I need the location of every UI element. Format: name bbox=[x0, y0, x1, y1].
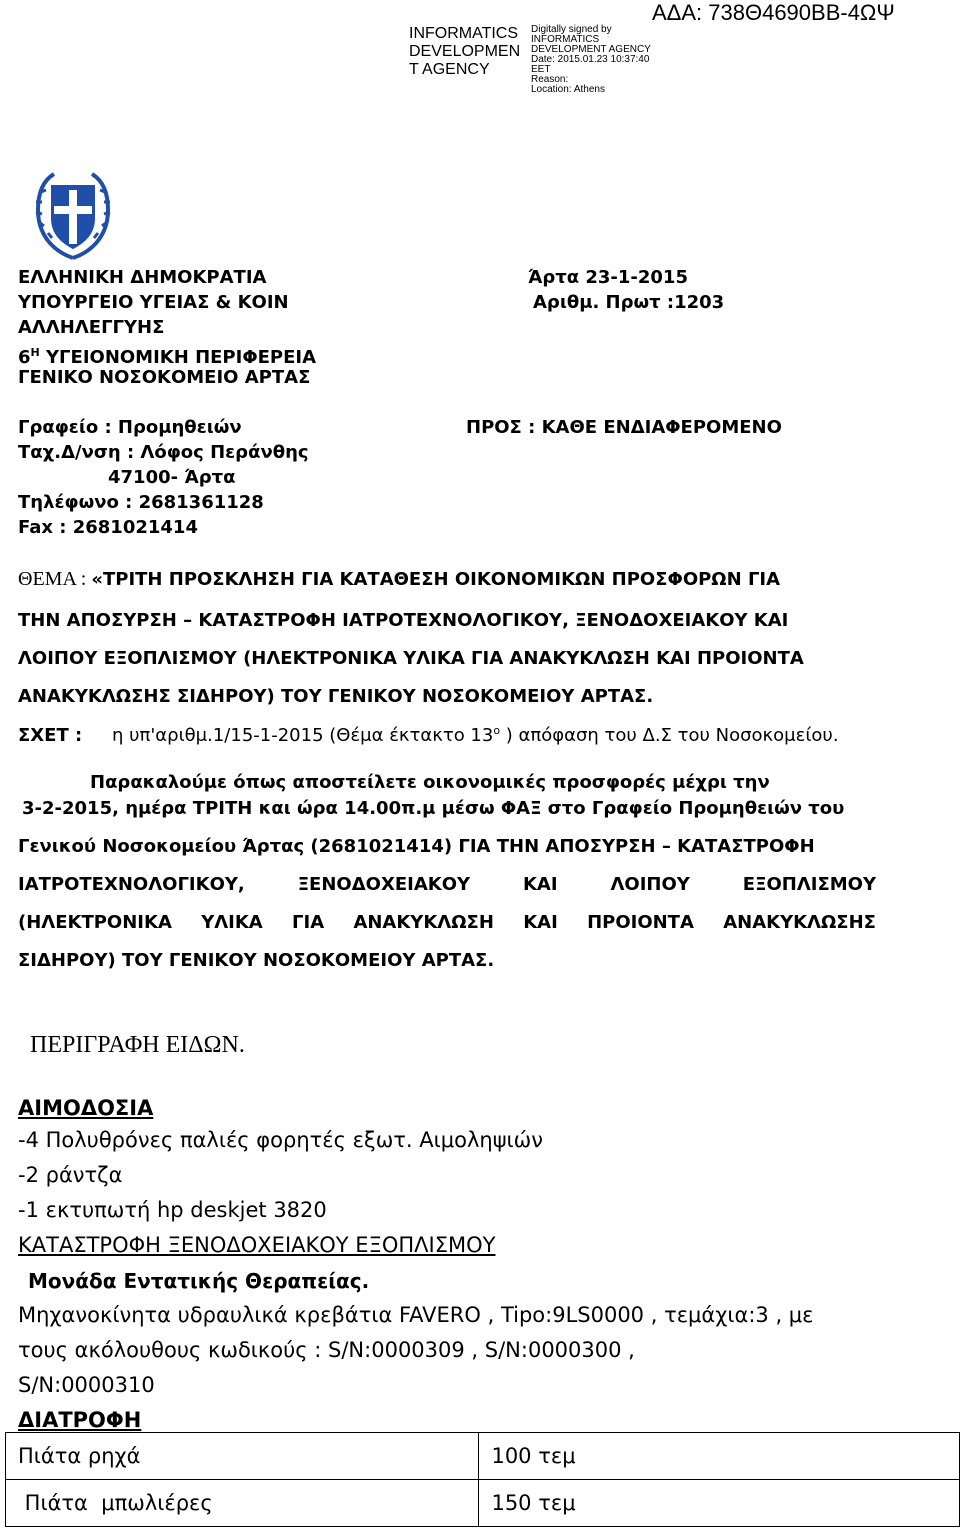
sender-line: ΕΛΛΗΝΙΚΗ ΔΗΜΟΚΡΑΤΙΑ bbox=[18, 267, 267, 288]
protocol-number: Αριθμ. Πρωτ :1203 bbox=[533, 292, 725, 313]
section-title-hotel: ΚΑΤΑΣΤΡΟΦΗ ΞΕΝΟΔΟΧΕΙΑΚΟΥ ΕΞΟΠΛΙΣΜΟΥ bbox=[18, 1233, 496, 1257]
reference-line bbox=[18, 724, 839, 746]
sender-line: ΑΛΛΗΛΕΓΓΥΗΣ bbox=[18, 317, 165, 338]
description-line: Μηχανοκίνητα υδραυλικά κρεβάτια FAVERO , Tipo:9LS0000 , τεμάχια:3 , με bbox=[18, 1303, 814, 1327]
subject-line bbox=[18, 568, 780, 591]
office-dept: Γραφείο : Προμηθειών bbox=[18, 417, 242, 438]
subject-text: ΛΟΙΠΟΥ ΕΞΟΠΛΙΣΜΟΥ (ΗΛΕΚΤΡΟΝΙΚΑ ΥΛΙΚΑ ΓΙΑ ΑΝΑΚΥΚΛΩΣΗ ΚΑΙ ΠΡΟΙΟΝΤΑ bbox=[18, 648, 804, 669]
list-item: -1 εκτυπωτή hp deskjet 3820 bbox=[18, 1198, 327, 1222]
office-fax: Fax : 2681021414 bbox=[18, 517, 198, 538]
region-name: ΥΓΕΙΟΝΟΜΙΚΗ ΠΕΡΙΦΕΡΕΙΑ bbox=[39, 347, 317, 368]
item-name-cell: Πιάτα ρηχά bbox=[6, 1433, 479, 1480]
body-justified-line: ΙΑΤΡΟΤΕΧΝΟΛΟΓΙΚΟΥ, ΞΕΝΟΔΟΧΕΙΑΚΟΥ ΚΑΙ ΛΟΙΠΟΥ ΕΞΟΠΛΙΣΜΟΥ bbox=[18, 874, 876, 895]
document-date: Άρτα 23-1-2015 bbox=[528, 267, 688, 288]
ada-code: ΑΔΑ: 738Θ4690ΒΒ-4ΩΨ bbox=[652, 0, 895, 25]
section-title-diet: ΔΙΑΤΡΟΦΗ bbox=[18, 1408, 142, 1432]
body-justified-line: (ΗΛΕΚΤΡΟΝΙΚΑ ΥΛΙΚΑ ΓΙΑ ΑΝΑΚΥΚΛΩΣΗ ΚΑΙ ΠΡΟΙΟΝΤΑ ΑΝΑΚΥΚΛΩΣΗΣ bbox=[18, 912, 876, 933]
region-superscript: Η bbox=[30, 346, 40, 359]
section-title-blood: ΑΙΜΟΔΟΣΙΑ bbox=[18, 1096, 154, 1120]
signature-org-line: DEVELOPMEN bbox=[409, 43, 521, 60]
item-qty-cell: 100 τεμ bbox=[479, 1433, 960, 1480]
reference-text: η υπ'αριθμ.1/15-1-2015 (Θέμα έκτακτο $13^o$ ) απόφαση του Δ.Σ του Νοσοκομείου. bbox=[111, 724, 839, 746]
body-text: ΣΙΔΗΡΟΥ) ΤΟΥ ΓΕΝΙΚΟΥ ΝΟΣΟΚΟΜΕΙΟΥ ΑΡΤΑΣ. bbox=[18, 950, 495, 971]
subject-label: ΘΕΜΑ : bbox=[18, 568, 92, 590]
recipient: ΠΡΟΣ : ΚΑΘΕ ΕΝΔΙΑΦΕΡΟΜΕΝΟ bbox=[466, 417, 782, 438]
signature-detail-line: Date: 2015.01.23 10:37:40 bbox=[531, 54, 650, 65]
items-table bbox=[5, 1432, 960, 1527]
signature-detail-line: INFORMATICS bbox=[531, 34, 600, 45]
subject-text: ΑΝΑΚΥΚΛΩΣΗΣ ΣΙΔΗΡΟΥ) ΤΟΥ ΓΕΝΙΚΟΥ ΝΟΣΟΚΟΜΕΙΟΥ ΑΡΤΑΣ. bbox=[18, 686, 654, 707]
signature-org-line: INFORMATICS bbox=[409, 25, 519, 42]
subject-text: ΤΗΝ ΑΠΟΣΥΡΣΗ – ΚΑΤΑΣΤΡΟΦΗ ΙΑΤΡΟΤΕΧΝΟΛΟΓΙΚΟΥ, ΞΕΝΟΔΟΧΕΙΑΚΟΥ ΚΑΙ bbox=[18, 610, 789, 631]
signature-detail-line: Digitally signed by bbox=[531, 24, 612, 35]
description-line: τους ακόλουθους κωδικούς : S/N:0000309 , S/N:0000300 , bbox=[18, 1338, 635, 1362]
description-line: S/N:0000310 bbox=[18, 1373, 155, 1397]
list-item: -2 ράντζα bbox=[18, 1163, 123, 1187]
unit-name: Μονάδα Εντατικής Θεραπείας. bbox=[28, 1269, 370, 1293]
signature-detail-line: DEVELOPMENT AGENCY bbox=[531, 44, 651, 55]
table-row bbox=[6, 1480, 960, 1527]
sender-hospital: ΓΕΝΙΚΟ ΝΟΣΟΚΟΜΕΙΟ ΑΡΤΑΣ bbox=[18, 367, 311, 388]
sender-line: ΥΠΟΥΡΓΕΙΟ ΥΓΕΙΑΣ & ΚΟΙΝ bbox=[18, 292, 289, 313]
item-qty-cell: 150 τεμ bbox=[479, 1480, 960, 1527]
item-name-cell: Πιάτα μπωλιέρες bbox=[6, 1480, 479, 1527]
signature-detail-line: Location: Athens bbox=[531, 84, 605, 95]
office-phone: Τηλέφωνο : 2681361128 bbox=[18, 492, 264, 513]
signature-detail-line: Reason: bbox=[531, 74, 569, 85]
office-postal: 47100- Άρτα bbox=[108, 467, 236, 488]
body-text: Γενικού Νοσοκομείου Άρτας (2681021414) ΓΙΑ ΤΗΝ ΑΠΟΣΥΡΣΗ – ΚΑΤΑΣΤΡΟΦΗ bbox=[18, 836, 815, 857]
region-number: 6 bbox=[18, 347, 31, 368]
list-item: -4 Πολυθρόνες παλιές φορητές εξωτ. Αιμοληψιών bbox=[18, 1128, 543, 1152]
table-row bbox=[6, 1433, 960, 1480]
signature-detail-line: EET bbox=[531, 64, 551, 75]
reference-label: ΣΧΕΤ : bbox=[18, 725, 83, 746]
body-text: 3-2-2015, ημέρα ΤΡΙΤΗ και ώρα 14.00π.μ μέσω ΦΑΞ στο Γραφείο Προμηθειών του bbox=[22, 798, 845, 819]
subject-text: «ΤΡΙΤΗ ΠΡΟΣΚΛΗΣΗ ΓΙΑ ΚΑΤΑΘΕΣΗ ΟΙΚΟΝΟΜΙΚΩΝ ΠΡΟΣΦΟΡΩΝ ΓΙΑ bbox=[91, 569, 781, 590]
signature-org-line: T AGENCY bbox=[409, 61, 490, 78]
items-heading: ΠΕΡΙΓΡΑΦΗ ΕΙΔΩΝ. bbox=[30, 1032, 245, 1058]
body-text: Παρακαλούμε όπως αποστείλετε οικονομικές προσφορές μέχρι την bbox=[90, 772, 770, 793]
office-address: Ταχ.Δ/νση : Λόφος Περάνθης bbox=[18, 442, 309, 463]
coat-of-arms-icon bbox=[32, 166, 114, 262]
